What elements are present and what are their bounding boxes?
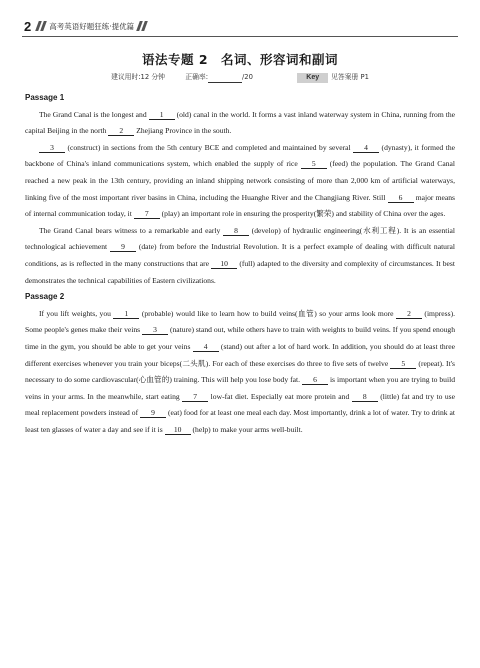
- passage-text: (old) canal in the world. It forms a vast inland waterway system in China, running from the capital Beijing in the north: [25, 109, 455, 136]
- key-reference: 见答案册 P1: [331, 73, 369, 81]
- passage-text: The Grand Canal is the longest and: [39, 109, 149, 119]
- answer-blank[interactable]: 1: [113, 309, 139, 319]
- key-badge: Key: [297, 73, 328, 83]
- suggested-time: 建议用时:12 分钟: [111, 73, 165, 81]
- passage-text: If you lift weights, you: [39, 308, 114, 318]
- answer-blank[interactable]: 1: [149, 110, 175, 120]
- passage-text: (stand) out after a lot of hard work. In addition, you should do at least three different exercises whenever you train your biceps(二头肌). For each of these exercises do three to five sets of twelve: [25, 341, 455, 368]
- passage-text: (little) fat and try to use meal replacement powders instead of: [25, 391, 455, 418]
- passages-content: [25, 90, 455, 438]
- passage-paragraph: [25, 107, 455, 140]
- passage-paragraph: [25, 306, 455, 439]
- book-title: [49, 21, 134, 32]
- passage-text: (feed) the population. The Grand Canal reached a new peak in the 13th century, providing an inland shipping network consisting of more than 2,000 km of artificial waterways, linking five of the most important river basins in China, including the Huanghe River and the Changjiang River. Still: [25, 159, 455, 202]
- page-number: 2: [24, 18, 32, 34]
- header-rule: [22, 36, 458, 37]
- passage-text: is important when you are trying to build veins in your arms. In the meanwhile, start eating: [25, 375, 455, 401]
- passage-text: (eat) food for at least one meal each day. Most importantly, drink a lot of water. Try to drink at least ten glasses of water a day and see if it is: [25, 408, 456, 434]
- page-title: 语法专题 2 名词、形容词和副词: [141, 52, 339, 67]
- passage-title: Passage 2: [25, 292, 65, 302]
- accuracy-total: /20: [242, 73, 253, 81]
- passage-text: (full) adapted to the diversity and complexity of circumstances. It best demonstrates the technical capabilities of Eastern civilizations.: [25, 258, 455, 285]
- answer-blank[interactable]: 4: [193, 342, 219, 352]
- answer-blank[interactable]: 7: [134, 209, 160, 219]
- book-edition: ·提优篇: [109, 21, 135, 31]
- passage-text: (impress). Some people's genes make their veins: [25, 308, 455, 335]
- answer-blank[interactable]: 4: [353, 143, 379, 153]
- decorative-slash-icon: [138, 21, 146, 31]
- answer-blank[interactable]: 10: [211, 259, 237, 269]
- answer-blank[interactable]: 10: [165, 425, 191, 435]
- answer-blank[interactable]: 5: [390, 359, 416, 369]
- passage-text: (develop) of hydraulic engineering(水利工程). It is an essential technological achievement: [25, 225, 455, 252]
- passage-text: (probable) would like to learn how to build veins(血管) so your arms look more: [139, 308, 396, 318]
- passage-text: (play) an important role in ensuring the prosperity(繁荣) and stability of China over the ages.: [159, 209, 446, 219]
- answer-blank[interactable]: 9: [110, 242, 136, 252]
- answer-blank[interactable]: 9: [140, 408, 166, 418]
- answer-blank[interactable]: 3: [142, 325, 168, 335]
- answer-blank[interactable]: 6: [302, 375, 328, 385]
- passage-text: (nature) stand out, while others have to train with weights to build veins. If you spend enough time in the gym, you should be able to get your veins: [25, 325, 456, 351]
- decorative-slash-icon: [37, 21, 45, 31]
- passage-text: (repeat). It's necessary to do some cardiovascular(心血管的) training. This will help you lose body fat.: [25, 358, 455, 385]
- passage-text: major means of internal communication today, it: [25, 192, 455, 219]
- passage-text: The Grand Canal bears witness to a remarkable and early: [39, 225, 223, 235]
- answer-blank[interactable]: 2: [396, 309, 422, 319]
- passage-text: low-fat diet. Especially eat more protein and: [208, 391, 352, 401]
- passage-paragraph: [25, 223, 455, 289]
- accuracy-label: 正确率:: [185, 73, 208, 81]
- accuracy-input-line[interactable]: [208, 74, 242, 83]
- answer-blank[interactable]: 5: [301, 159, 327, 169]
- book-logo: 好题狂练: [79, 21, 110, 31]
- passage-text: (help) to make your arms well-built.: [190, 424, 303, 434]
- book-name: 高考英语: [49, 21, 80, 31]
- passage-text: Zhejiang Province in the south.: [134, 126, 232, 136]
- answer-blank[interactable]: 7: [182, 392, 208, 402]
- exercise-meta: [0, 71, 480, 83]
- passage-text: (construct) in sections from the 5th century BCE and completed and maintained by several: [65, 142, 354, 152]
- answer-blank[interactable]: 8: [352, 392, 378, 402]
- passage-title: Passage 1: [25, 93, 65, 102]
- answer-blank[interactable]: 2: [108, 126, 134, 136]
- running-header: [24, 18, 146, 34]
- answer-blank[interactable]: 8: [223, 226, 249, 236]
- passage-text: (date) from before the Industrial Revolution. It is a perfect example of dealing with difficult natural conditions, as is reflected in the many constructions that are: [25, 242, 455, 268]
- answer-blank[interactable]: 3: [39, 143, 65, 153]
- passage-paragraph: [25, 140, 455, 223]
- answer-blank[interactable]: 6: [388, 193, 414, 203]
- passage-text: (dynasty), it formed the backbone of China's inland communications system, which enabled the supply of rice: [25, 142, 455, 169]
